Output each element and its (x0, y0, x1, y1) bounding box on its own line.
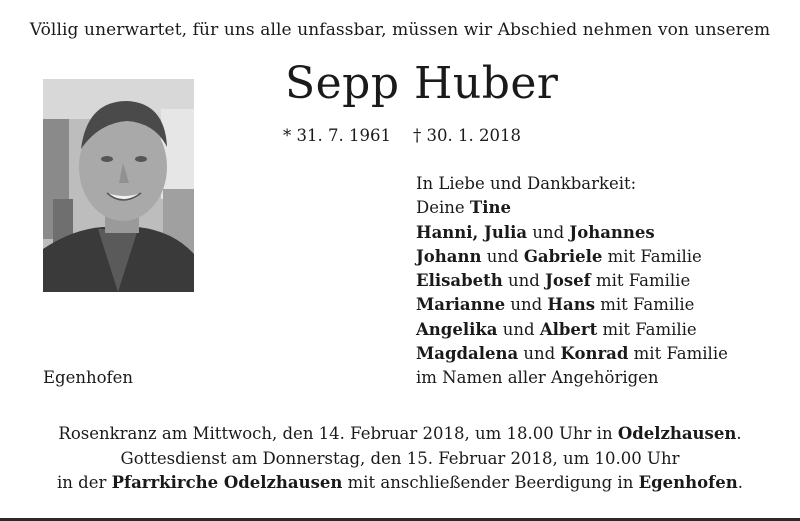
service-line: Gottesdienst am Donnerstag, den 15. Februar 2018, um 10.00 Uhr (120, 448, 680, 468)
text-span: . (737, 473, 744, 493)
text-span: und (481, 246, 524, 266)
location-name: Pfarrkirche Odelzhausen (111, 473, 343, 493)
mourner-name: Julia (484, 222, 528, 242)
mourner-name: Magdalena (416, 344, 519, 364)
text-span: in der (56, 473, 112, 493)
mourners-line: im Namen aller Angehörigen (416, 368, 659, 388)
portrait-photo (43, 79, 194, 292)
text-span: . (736, 424, 742, 443)
mourner-name: Tine (469, 198, 511, 218)
mourner-name: Elisabeth (416, 271, 503, 291)
text-span: , (472, 222, 485, 242)
place-name: Egenhofen (43, 368, 134, 387)
mourner-name: Angelika (416, 319, 498, 339)
mourners-line (416, 293, 728, 317)
text-span: und (505, 295, 548, 315)
mourner-name: Marianne (416, 295, 506, 315)
mourners-line (416, 269, 728, 293)
birth-date: * 31. 7. 1961 (283, 126, 391, 145)
mourners-line (416, 342, 728, 366)
service-details (0, 422, 800, 496)
mourners-line (416, 196, 728, 220)
text-span: und (527, 222, 570, 242)
mourners-line: In Liebe und Dankbarkeit: (416, 174, 637, 193)
mourners-line (416, 318, 728, 342)
text-span: und (497, 319, 540, 339)
mourner-name: Gabriele (523, 246, 603, 266)
mourner-name: Hanni (416, 222, 473, 242)
text-span: und (502, 271, 546, 291)
service-line (0, 422, 800, 447)
deceased-name: Sepp Huber (285, 58, 559, 109)
location-name: Egenhofen (638, 473, 738, 493)
text-span: mit Familie (590, 271, 691, 291)
text-span: mit Familie (597, 319, 697, 339)
intro-text: Völlig unerwartet, für uns alle unfassbar, müssen wir Abschied nehmen von unserem (29, 20, 771, 40)
death-date: † 30. 1. 2018 (413, 126, 521, 145)
mourner-name: Albert (539, 319, 598, 339)
service-line (0, 471, 800, 496)
mourner-name: Johannes (569, 222, 655, 242)
text-span: Rosenkranz am Mittwoch, den 14. Februar 2018, um 18.00 Uhr in (58, 424, 618, 443)
mourner-name: Josef (545, 271, 591, 291)
mourner-name: Konrad (560, 344, 629, 364)
text-span: und (518, 344, 561, 364)
text-span: Deine (416, 198, 470, 218)
mourners-line (416, 245, 728, 269)
mourners-line (416, 221, 728, 245)
text-span: mit Familie (595, 295, 695, 315)
mourner-name: Johann (416, 246, 482, 266)
life-dates (283, 126, 521, 145)
location-name: Odelzhausen (617, 424, 737, 443)
text-span: mit Familie (628, 344, 728, 364)
text-span: mit anschließender Beerdigung in (342, 473, 639, 493)
mourner-name: Hans (547, 295, 595, 315)
mourners-list (416, 172, 728, 391)
text-span: mit Familie (602, 246, 702, 266)
